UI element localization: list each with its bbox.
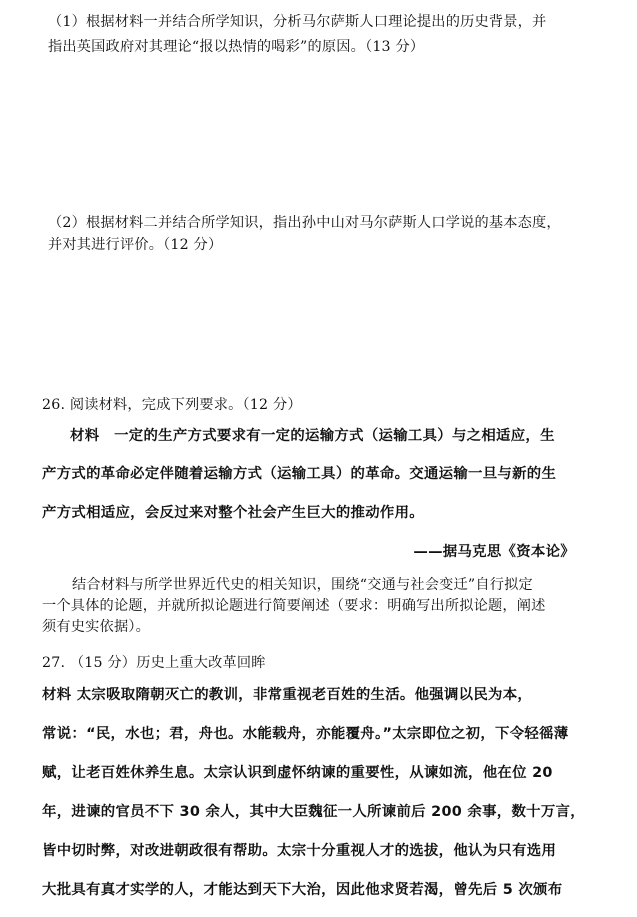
q26-task-line3: 须有史实依据）。	[42, 619, 151, 635]
q27-material-line6: 大批具有真才实学的人，才能达到天下大治，因此他求贤若渴，曾先后 5 次颁布	[42, 882, 563, 898]
q26-material-line2: 产方式的革命必定伴随着运输方式（运输工具）的革命。交通运输一旦与新的生	[42, 466, 557, 482]
q25-part2-line1: （2）根据材料二并结合所学知识，指出孙中山对马尔萨斯人口学说的基本态度，	[48, 215, 561, 231]
q27-material-line3: 赋，让老百姓休养生息。太宗认识到虚怀纳谏的重要性，从谏如流，他在位 20	[42, 765, 553, 781]
q26-task-line2: 一个具体的论题，并就所拟论题进行简要阐述（要求：明确写出所拟论题，阐述	[42, 598, 546, 614]
q26-material-line1: 材料 一定的生产方式要求有一定的运输方式（运输工具）与之相适应，生	[70, 428, 555, 444]
q26-heading: 26. 阅读材料，完成下列要求。（12 分）	[42, 397, 302, 413]
q27-heading: 27. （15 分）历史上重大改革回眸	[42, 655, 266, 671]
q27-material-line2: 常说：“民，水也；君，舟也。水能载舟，亦能覆舟。”太宗即位之初，下令轻徭薄	[42, 726, 569, 742]
q27-material-line5: 皆中切时弊，对改进朝政很有帮助。太宗十分重视人才的选拔，他认为只有选用	[42, 843, 557, 859]
q27-material-line1: 材料 太宗吸取隋朝灭亡的教训，非常重视老百姓的生活。他强调以民为本，	[42, 687, 533, 703]
q25-part1-line1: （1）根据材料一并结合所学知识，分析马尔萨斯人口理论提出的历史背景，并	[48, 14, 547, 30]
q27-material-line4: 年，进谏的官员不下 30 余人，其中大臣魏征一人所谏前后 200 余事，数十万言，	[42, 804, 585, 820]
q26-material-line3: 产方式相适应，会反过来对整个社会产生巨大的推动作用。	[42, 505, 424, 521]
q26-task-line1: 结合材料与所学世界近代史的相关知识，围绕“交通与社会变迁”自行拟定	[72, 577, 533, 593]
q25-part2-line2: 并对其进行评价。（12 分）	[48, 237, 223, 253]
q25-part1-line2: 指出英国政府对其理论“报以热情的喝彩”的原因。（13 分）	[48, 39, 425, 55]
q26-source: ——据马克思《资本论》	[413, 544, 575, 560]
